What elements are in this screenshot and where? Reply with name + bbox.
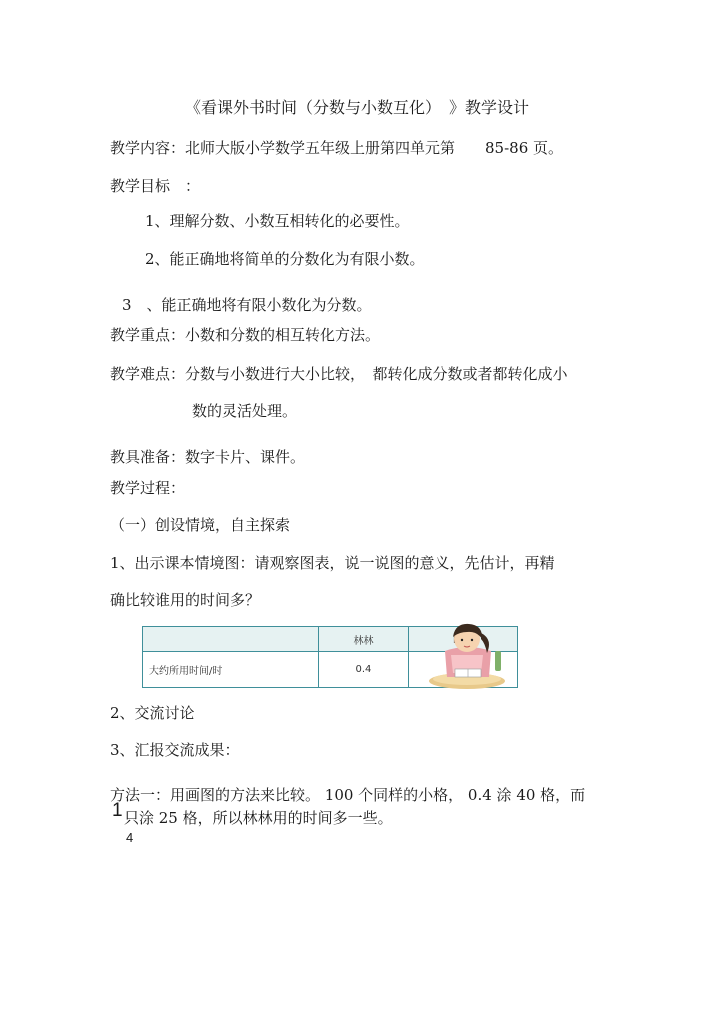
step-text: 确比较谁用的时间多？ (110, 591, 261, 609)
objective-item: 3 、能正确地将有限小数化为分数。 (122, 296, 372, 314)
table-cell-linlin: 0.4 (318, 652, 409, 688)
teaching-content: 教学内容：北师大版小学数学五年级上册第四单元第 85-86 页。 (110, 139, 564, 157)
step-text: 1、出示课本情境图：请观察图表，说一说图的意义，先估计，再精 (110, 554, 555, 572)
key-point: 教学重点：小数和分数的相互转化方法。 (110, 326, 381, 344)
difficulty-line: 教学难点：分数与小数进行大小比较， 都转化成分数或者都转化成小 (110, 365, 568, 383)
materials: 教具准备：数字卡片、课件。 (110, 448, 306, 466)
step-text: 2、交流讨论 (110, 704, 195, 722)
fraction-numerator: 1 (112, 800, 123, 821)
difficulty-line: 数的灵活处理。 (192, 402, 298, 420)
textbook-figure (130, 621, 510, 687)
table-corner (143, 627, 319, 652)
page-title: 《看课外书时间（分数与小数互化） 》教学设计 (185, 98, 530, 117)
section-heading: （一）创设情境，自主探索 (110, 516, 291, 534)
process-heading: 教学过程： (110, 479, 186, 497)
fraction-denominator: 4 (126, 830, 134, 845)
table-header-linlin: 林林 (318, 627, 409, 652)
objective-item: 1、理解分数、小数互相转化的必要性。 (145, 212, 410, 230)
table-row-label: 大约所用时间/时 (143, 652, 319, 688)
objectives-heading: 教学目标 ： (110, 177, 201, 195)
method-text: 只涂 25 格，所以林林用的时间多一些。 (124, 809, 393, 827)
objective-item: 2、能正确地将简单的分数化为有限小数。 (145, 250, 425, 268)
method-text: 方法一：用画图的方法来比较。 100 个同样的小格， 0.4 涂 40 格，而 (110, 786, 586, 804)
girl-reading-illustration (415, 621, 510, 691)
step-text: 3、汇报交流成果： (110, 741, 240, 759)
